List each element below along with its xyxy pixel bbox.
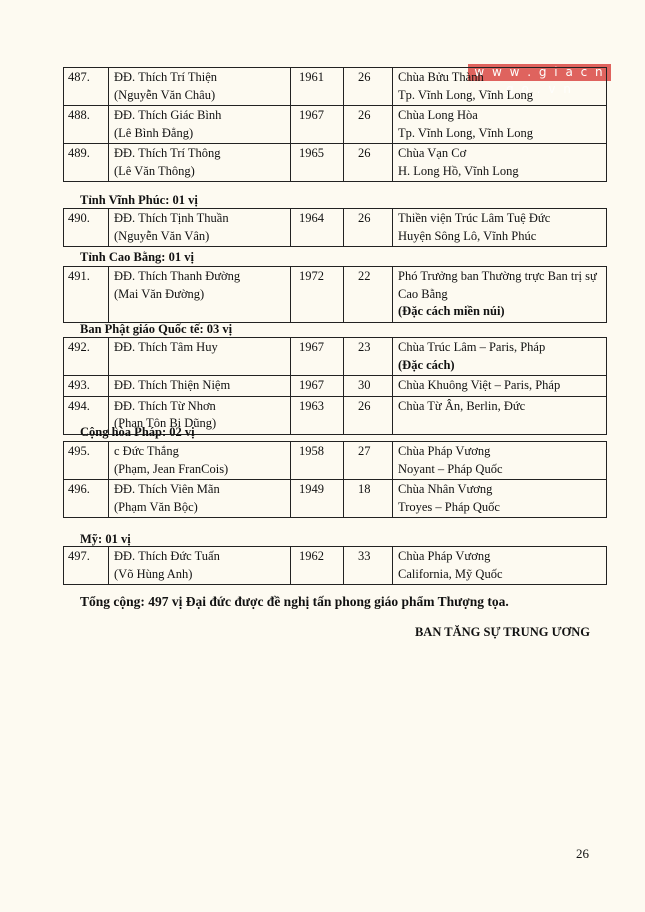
cell-place <box>393 209 607 247</box>
section-heading: Cộng hòa Pháp: 02 vị <box>80 425 195 439</box>
cell-name <box>109 267 291 323</box>
table-my <box>63 546 607 585</box>
cell-age <box>344 209 393 247</box>
cell-number <box>64 209 109 247</box>
birth-year: 1967 <box>299 378 324 392</box>
place-text: Chùa Long Hòa <box>398 108 478 122</box>
cell-number <box>64 442 109 480</box>
place-line <box>398 481 601 499</box>
place-text: Noyant – Pháp Quốc <box>398 461 503 476</box>
watermark-banner: w w w . g i a c n g o . v n <box>468 64 611 81</box>
birth-year: 1961 <box>299 70 324 84</box>
cell-age <box>344 267 393 323</box>
table-row <box>64 480 607 518</box>
table-phap <box>63 441 607 518</box>
birth-year: 1967 <box>299 108 324 122</box>
place-text: Tp. Vĩnh Long, Vĩnh Long <box>398 125 533 140</box>
place-line <box>398 398 601 416</box>
cell-age <box>344 547 393 585</box>
table-vinh-long <box>63 67 607 182</box>
entry-number: 490. <box>68 211 90 225</box>
table-vinh-phuc <box>63 208 607 247</box>
table-row <box>64 68 607 106</box>
ordination-age: 26 <box>358 211 371 225</box>
special-note: (Đặc cách) <box>398 357 455 372</box>
cell-place <box>393 376 607 397</box>
cell-place <box>393 480 607 518</box>
place-text: Chùa Vạn Cơ <box>398 146 467 160</box>
place-line <box>398 461 601 479</box>
cell-age <box>344 376 393 397</box>
ordination-age: 22 <box>358 269 371 283</box>
place-line <box>398 443 601 461</box>
lay-name: (Phạm Văn Bộc) <box>114 499 198 514</box>
ordination-age: 33 <box>358 549 371 563</box>
cell-birth-year <box>291 338 344 376</box>
place-line <box>398 286 601 321</box>
cell-number <box>64 480 109 518</box>
cell-name <box>109 376 291 397</box>
table-row <box>64 338 607 376</box>
table-row <box>64 442 607 480</box>
ordination-age: 18 <box>358 482 371 496</box>
place-line <box>398 210 601 228</box>
monk-name: ĐĐ. Thích Viên Mãn <box>114 482 220 496</box>
place-text: Chùa Pháp Vương <box>398 549 491 563</box>
place-line <box>398 548 601 566</box>
cell-birth-year <box>291 480 344 518</box>
table-row <box>64 267 607 323</box>
cell-age <box>344 338 393 376</box>
monk-name: ĐĐ. Thích Từ Nhơn <box>114 398 216 413</box>
place-line <box>398 377 601 395</box>
birth-year: 1949 <box>299 482 324 496</box>
cell-birth-year <box>291 547 344 585</box>
cell-name <box>109 338 291 376</box>
monk-name: ĐĐ. Thích Thiện Niệm <box>114 378 231 392</box>
entry-number: 492. <box>68 340 90 354</box>
birth-year: 1965 <box>299 146 324 160</box>
entry-number: 489. <box>68 146 90 160</box>
cell-place <box>393 547 607 585</box>
birth-year: 1972 <box>299 269 324 283</box>
place-text: H. Long Hồ, Vĩnh Long <box>398 163 519 178</box>
cell-place <box>393 144 607 182</box>
cell-age <box>344 480 393 518</box>
cell-place <box>393 442 607 480</box>
place-text: Cao Bằng <box>398 286 448 301</box>
cell-birth-year <box>291 68 344 106</box>
lay-name: (Lê Văn Thông) <box>114 163 195 178</box>
cell-age <box>344 396 393 434</box>
place-text: Chùa Pháp Vương <box>398 444 491 458</box>
cell-place <box>393 267 607 323</box>
section-heading: Tỉnh Cao Bằng: 01 vị <box>80 250 194 264</box>
birth-year: 1964 <box>299 211 324 225</box>
cell-birth-year <box>291 106 344 144</box>
page-number: 26 <box>576 846 589 861</box>
place-text: Chùa Nhân Vương <box>398 482 493 496</box>
monk-name: ĐĐ. Thích Trí Thông <box>114 146 221 160</box>
place-line <box>398 228 601 246</box>
table-row <box>64 209 607 247</box>
monk-name: ĐĐ. Thích Đức Tuấn <box>114 549 220 563</box>
cell-name <box>109 209 291 247</box>
place-line <box>398 566 601 584</box>
place-text: California, Mỹ Quốc <box>398 566 503 581</box>
ordination-age: 26 <box>358 398 371 413</box>
monk-name: ĐĐ. Thích Tịnh Thuần <box>114 211 229 225</box>
ordination-age: 26 <box>358 108 371 122</box>
cell-birth-year <box>291 209 344 247</box>
place-text: Chùa Khuông Việt – Paris, Pháp <box>398 378 561 392</box>
place-line <box>398 339 601 374</box>
place-text: Chùa Từ Ân, Berlin, Đức <box>398 398 526 413</box>
birth-year: 1967 <box>299 340 324 354</box>
cell-number <box>64 547 109 585</box>
signature-org: BAN TĂNG SỰ TRUNG ƯƠNG <box>414 625 590 639</box>
section-heading: Tỉnh Vĩnh Phúc: 01 vị <box>80 193 198 207</box>
cell-name <box>109 144 291 182</box>
cell-number <box>64 338 109 376</box>
lay-name: (Lê Bình Đẳng) <box>114 125 194 140</box>
ordination-age: 30 <box>358 378 371 392</box>
cell-age <box>344 442 393 480</box>
birth-year: 1958 <box>299 444 324 458</box>
cell-name <box>109 547 291 585</box>
lay-name: (Võ Hùng Anh) <box>114 566 193 581</box>
ordination-age: 26 <box>358 70 371 84</box>
cell-birth-year <box>291 144 344 182</box>
entry-number: 494. <box>68 398 90 413</box>
entry-number: 495. <box>68 444 90 458</box>
place-text: Troyes – Pháp Quốc <box>398 499 500 514</box>
entry-number: 496. <box>68 482 90 496</box>
cell-name <box>109 480 291 518</box>
place-text: Chùa Trúc Lâm – Paris, Pháp <box>398 340 546 354</box>
table-row <box>64 376 607 397</box>
lay-name: (Phạm, Jean FranCois) <box>114 461 229 476</box>
table-row <box>64 144 607 182</box>
ordination-age: 27 <box>358 444 371 458</box>
cell-place <box>393 396 607 434</box>
table-row <box>64 106 607 144</box>
place-line <box>398 69 601 87</box>
place-line <box>398 125 601 143</box>
cell-number <box>64 144 109 182</box>
place-line <box>398 107 601 125</box>
cell-age <box>344 106 393 144</box>
entry-number: 491. <box>68 269 90 283</box>
table-cao-bang <box>63 266 607 323</box>
birth-year: 1963 <box>299 398 324 413</box>
place-text: Huyện Sông Lô, Vĩnh Phúc <box>398 228 537 243</box>
place-line <box>398 163 601 181</box>
lay-name: (Nguyễn Văn Vân) <box>114 228 210 243</box>
cell-age <box>344 68 393 106</box>
cell-age <box>344 144 393 182</box>
cell-birth-year <box>291 442 344 480</box>
cell-place <box>393 106 607 144</box>
monk-name: ĐĐ. Thích Tâm Huy <box>114 340 218 354</box>
entry-number: 487. <box>68 70 90 84</box>
cell-number <box>64 267 109 323</box>
section-heading: Mỹ: 01 vị <box>80 532 131 546</box>
ordination-age: 23 <box>358 340 371 354</box>
lay-name: (Mai Văn Đường) <box>114 286 205 301</box>
entry-number: 493. <box>68 378 90 392</box>
place-line <box>398 145 601 163</box>
place-line <box>398 499 601 517</box>
place-text: Phó Trưởng ban Thường trực Ban trị sự <box>398 269 597 283</box>
cell-birth-year <box>291 267 344 323</box>
cell-number <box>64 376 109 397</box>
monk-name: ĐĐ. Thích Trí Thiện <box>114 70 218 84</box>
entry-number: 488. <box>68 108 90 122</box>
cell-place <box>393 338 607 376</box>
place-line <box>398 87 601 105</box>
section-heading: Ban Phật giáo Quốc tế: 03 vị <box>80 322 233 336</box>
cell-place <box>393 68 607 106</box>
place-text: Chùa Bửu Thành <box>398 70 484 84</box>
cell-name <box>109 68 291 106</box>
place-line <box>398 268 601 286</box>
total-summary: Tổng cộng: 497 vị Đại đức được đề nghị tấn phong giáo phẩm Thượng tọa. <box>80 594 509 609</box>
cell-name <box>109 106 291 144</box>
lay-name: (Phan Tôn Bi Dũng) <box>114 416 217 430</box>
monk-name: ĐĐ. Thích Giác Bình <box>114 108 222 122</box>
birth-year: 1962 <box>299 549 324 563</box>
lay-name: (Nguyễn Văn Châu) <box>114 87 216 102</box>
cell-birth-year <box>291 376 344 397</box>
cell-number <box>64 68 109 106</box>
place-text: Thiền viện Trúc Lâm Tuệ Đức <box>398 211 551 225</box>
table-quoc-te <box>63 337 607 435</box>
cell-name <box>109 442 291 480</box>
monk-name: ĐĐ. Thích Thanh Đường <box>114 269 241 283</box>
special-note: (Đặc cách miền núi) <box>398 304 505 318</box>
ordination-age: 26 <box>358 146 371 160</box>
cell-number <box>64 106 109 144</box>
entry-number: 497. <box>68 549 90 563</box>
monk-name: c Đức Thắng <box>114 444 179 458</box>
place-text: Tp. Vĩnh Long, Vĩnh Long <box>398 87 533 102</box>
cell-birth-year <box>291 396 344 434</box>
table-row <box>64 547 607 585</box>
